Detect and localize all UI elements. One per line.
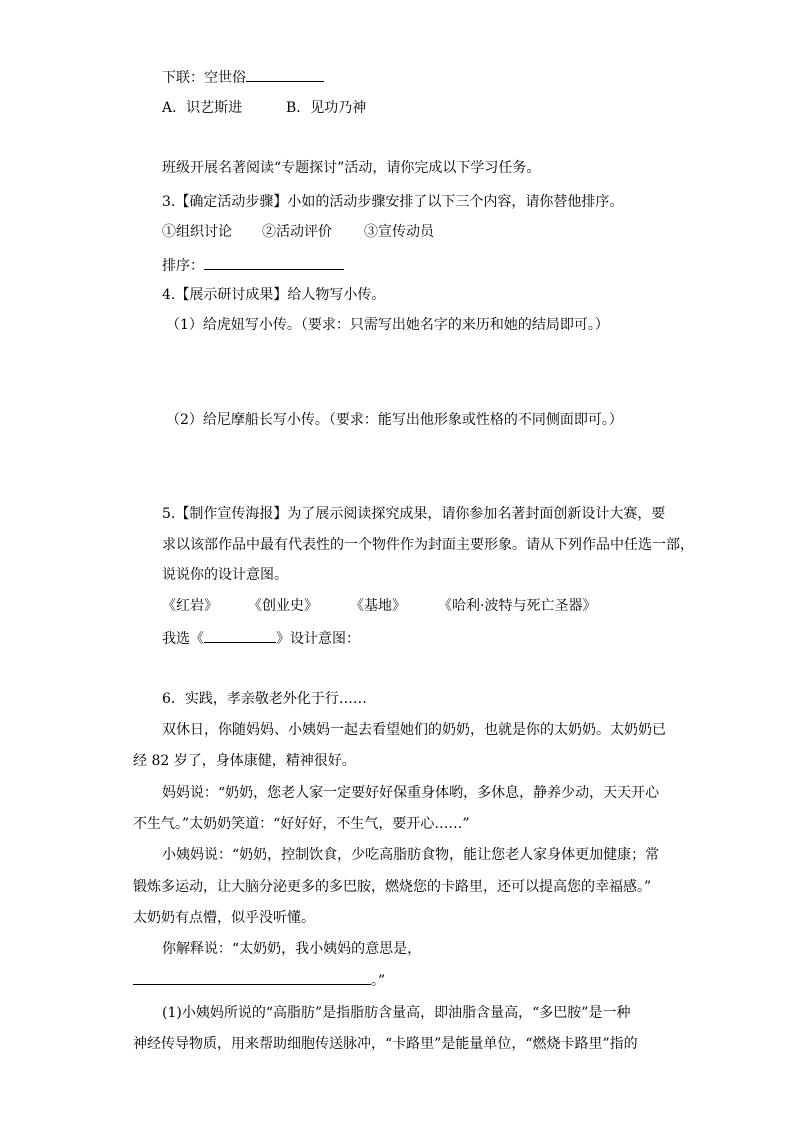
question-4-1: （1）给虎妞写小传。（要求：只需写出她名字的来历和她的结局即可。） [166, 317, 609, 333]
option-b: B．见功乃神 [286, 100, 367, 116]
choice-pre: 我选《 [162, 631, 204, 647]
question-4-2: （2）给尼摩船长写小传。（要求：能写出他形象或性格的不同侧面即可。） [166, 412, 623, 428]
story-line2: 经 82 岁了，身体康健，精神很好。 [133, 753, 356, 769]
question-5-line1: 5.【制作宣传海报】为了展示阅读探究成果，请你参加名著封面创新设计大赛，要 [162, 506, 666, 522]
story-line6: 锻炼多运动，让大脑分泌更多的多巴胺，燃烧您的卡路里，还可以提高您的幸福感。” [133, 879, 652, 895]
couplet-line [162, 66, 324, 88]
note-line2: 神经传导物质，用来帮助细胞传送脉冲，“卡路里”是能量单位，“燃烧卡路里”指的 [133, 1036, 638, 1052]
step-3: ③宣传动员 [364, 224, 434, 240]
explain-end: 。” [371, 973, 386, 989]
book-1: 《红岩》 [162, 598, 218, 614]
question-4: 4.【展示研讨成果】给人物写小传。 [162, 287, 386, 303]
order-blank[interactable] [204, 254, 344, 270]
steps-line [162, 222, 434, 242]
question-3: 3.【确定活动步骤】小如的活动步骤安排了以下三个内容，请你替他排序。 [162, 194, 624, 210]
option-a: A．识艺斯进 [162, 100, 243, 116]
question-5-line2: 求以该部作品中最有代表性的一个物件作为封面主要形象。请从下列作品中任选一部， [162, 537, 694, 553]
story-line8: 你解释说：“太奶奶，我小姨妈的意思是， [162, 941, 422, 957]
book-4: 《哈利·波特与死亡圣器》 [438, 598, 597, 614]
order-line [162, 254, 344, 276]
choice-line [162, 627, 360, 649]
book-2: 《创业史》 [248, 598, 318, 614]
activity-intro: 班级开展名著阅读“专题探讨”活动，请你完成以下学习任务。 [162, 160, 541, 176]
story-line7: 太奶奶有点懵，似乎没听懂。 [133, 910, 315, 926]
explain-blank[interactable] [133, 969, 371, 985]
answer-blank[interactable] [246, 66, 324, 82]
couplet-text: 下联：空世俗 [162, 70, 246, 86]
question-5-line3: 说说你的设计意图。 [162, 567, 288, 583]
explain-answer-line [133, 969, 385, 991]
story-line1: 双休日，你随妈妈、小姨妈一起去看望她们的奶奶，也就是你的太奶奶。太奶奶已 [162, 722, 666, 738]
options-line [162, 98, 367, 118]
story-line4: 不生气。”太奶奶笑道：“好好好，不生气，要开心……” [133, 816, 470, 832]
story-line3: 妈妈说：“奶奶，您老人家一定要好好保重身体哟，多休息，静养少动，天天开心 [162, 785, 660, 801]
story-line5: 小姨妈说：“奶奶，控制饮食，少吃高脂肪食物，能让您老人家身体更加健康；常 [162, 847, 660, 863]
choice-post: 》设计意图： [276, 631, 360, 647]
step-2: ②活动评价 [262, 224, 332, 240]
question-6: 6．实践，孝亲敬老外化于行…… [162, 691, 367, 707]
note-line1: (1)小姨妈所说的“高脂肪”是指脂肪含量高，即油脂含量高，“多巴胺”是一种 [162, 1005, 631, 1021]
book-list [162, 596, 597, 616]
step-1: ①组织讨论 [162, 224, 232, 240]
book-3: 《基地》 [350, 598, 406, 614]
choice-blank[interactable] [204, 627, 276, 643]
order-label: 排序： [162, 258, 204, 274]
